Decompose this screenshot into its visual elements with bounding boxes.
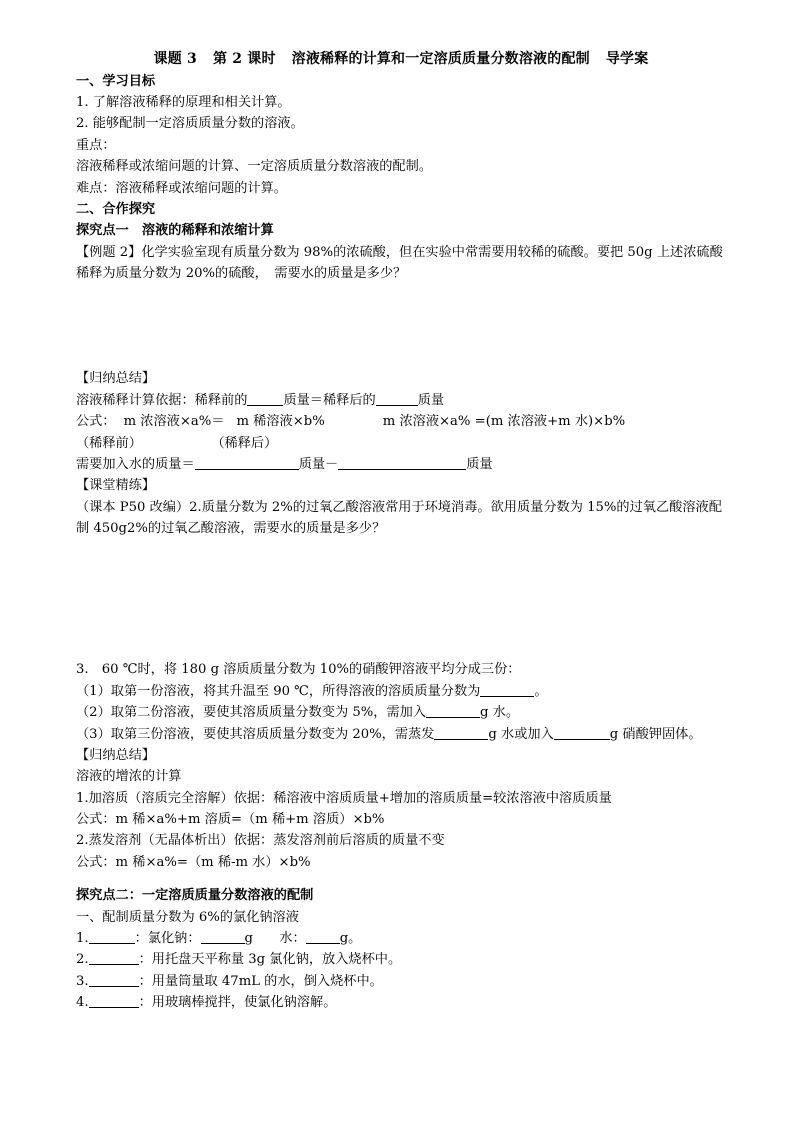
prep-step-3 (76, 971, 726, 992)
formula-left: m 浓溶液×a%＝ (123, 414, 225, 430)
basis-text-c: 质量 (417, 392, 445, 408)
evaporation-formula: 公式：m 稀×a%=（m 稀-m 水）×b% (76, 854, 311, 870)
basis-text-a: 溶液稀释计算依据：稀释前的 (76, 392, 248, 408)
basis-text-b: 质量＝稀释后的 (283, 392, 376, 408)
concentration-title: 溶液的增浓的计算 (76, 769, 182, 785)
step-4-number: 4. (76, 995, 89, 1011)
blank-step-1-name[interactable] (89, 929, 135, 944)
formula-annotations (76, 433, 726, 454)
blank-basis-2[interactable] (376, 391, 418, 406)
answer-space-1 (76, 284, 726, 368)
practice-question-2: （课本 P50 改编）2.质量分数为 2%的过氧乙酸溶液常用于环境消毒。欲用质量分数为 15%的过氧乙酸溶液配制 450g2%的过氧乙酸溶液，需要水的质量是多少？ (76, 499, 722, 537)
blank-q3-3b[interactable] (554, 725, 610, 740)
question-3-part-3 (76, 724, 726, 745)
worksheet-page (76, 48, 726, 1013)
add-solute-basis: 1.加溶质（溶质完全溶解）依据：稀溶液中溶质质量+增加的溶质质量=较浓溶液中溶质质量 (76, 790, 612, 806)
step-2-number: 2. (76, 952, 89, 968)
step-3-number: 3. (76, 973, 89, 989)
answer-space-2 (76, 539, 726, 659)
q3-1-text-b: 。 (534, 683, 548, 699)
q3-3-text-a: （3）取第三份溶液，要使其溶质质量分数变为 20%，需蒸发 (76, 726, 435, 742)
summary-heading-2: 【归纳总结】 (76, 747, 156, 763)
explore-point-1: 探究点一 溶液的稀释和浓缩计算 (76, 223, 274, 239)
q3-1-text-a: （1）取第一份溶液，将其升温至 90 ℃，所得溶液的溶质质量分数为 (76, 683, 481, 699)
step-1-number: 1. (76, 930, 89, 946)
prep-step-4 (76, 992, 726, 1013)
prep-subheading: 一、配制质量分数为 6%的氯化钠溶液 (76, 909, 299, 925)
section-heading-explore: 二、合作探究 (76, 201, 156, 217)
title-type: 导学案 (605, 51, 649, 67)
before-label: （稀释前） (76, 435, 142, 451)
question-3: 3. 60 ℃时，将 180 g 溶质质量分数为 10%的硝酸钾溶液平均分成三份： (76, 662, 521, 678)
practice-heading: 【课堂精练】 (76, 478, 156, 494)
step-1-text-b: g 水： (244, 930, 306, 946)
blank-q3-2[interactable] (426, 703, 480, 718)
title-topic: 溶液稀释的计算和一定溶质质量分数溶液的配制 (291, 51, 590, 67)
blank-water-1[interactable] (195, 455, 299, 470)
section-heading-goals: 一、学习目标 (76, 73, 156, 89)
blank-step-1-salt[interactable] (201, 929, 245, 944)
dilution-formula (76, 411, 726, 432)
q3-3-text-c: g 硝酸钾固体。 (609, 726, 702, 742)
add-solute-formula: 公式：m 稀×a%+m 溶质=（m 稀+m 溶质）×b% (76, 812, 385, 828)
title-lesson: 课题 3 (153, 51, 197, 67)
blank-step-2-name[interactable] (89, 950, 139, 965)
formula-mid: m 稀溶液×b% (236, 414, 325, 430)
page-title (76, 48, 726, 71)
dilution-basis (76, 390, 726, 411)
blank-basis-1[interactable] (247, 391, 283, 406)
example-2: 【例题 2】化学实验室现有质量分数为 98%的浓硫酸，但在实验中常需要用较稀的硫酸。要把 50g 上述浓硫酸稀释为质量分数为 20%的硫酸， 需要水的质量是多少？ (76, 244, 723, 282)
blank-step-1-water[interactable] (306, 929, 340, 944)
water-text-c: 质量 (466, 456, 493, 472)
q3-2-text-a: （2）取第二份溶液，要使其溶质质量分数变为 5%，需加入 (76, 705, 427, 721)
step-1-text-a: ：氯化钠： (134, 930, 201, 946)
blank-q3-3a[interactable] (434, 725, 488, 740)
section-spacer (76, 873, 726, 885)
question-3-part-1 (76, 681, 726, 702)
prep-step-1 (76, 928, 726, 949)
q3-3-text-b: g 水或加入 (488, 726, 554, 742)
blank-step-4-name[interactable] (89, 993, 139, 1008)
blank-step-3-name[interactable] (89, 972, 139, 987)
step-4-text: ：用玻璃棒搅拌，使氯化钠溶解。 (138, 995, 337, 1011)
water-text-a: 需要加入水的质量＝ (76, 456, 195, 472)
formula-right: m 浓溶液×a% =(m 浓溶液+m 水)×b% (382, 414, 626, 430)
blank-q3-1[interactable] (480, 682, 534, 697)
step-1-text-c: g。 (339, 930, 362, 946)
water-text-b: 质量－ (298, 456, 339, 472)
key-point-text: 溶液稀释或浓缩问题的计算、一定溶质质量分数溶液的配制。 (76, 159, 433, 175)
evaporation-basis: 2.蒸发溶剂（无晶体析出）依据：蒸发溶剂前后溶质的质量不变 (76, 833, 445, 849)
goal-1: 1. 了解溶液稀释的原理和相关计算。 (76, 95, 291, 111)
explore-point-2: 探究点二：一定溶质质量分数溶液的配制 (76, 888, 314, 904)
after-label: （稀释后） (217, 435, 278, 451)
step-2-text: ：用托盘天平称量 3g 氯化钠，放入烧杯中。 (138, 952, 402, 968)
formula-label: 公式： (76, 414, 116, 430)
water-mass-formula (76, 454, 726, 475)
step-3-text: ：用量筒量取 47mL 的水，倒入烧杯中。 (138, 973, 383, 989)
title-period: 第 2 课时 (212, 51, 276, 67)
key-point-label: 重点： (76, 137, 116, 153)
goal-2: 2. 能够配制一定溶质质量分数的溶液。 (76, 116, 304, 132)
q3-2-text-b: g 水。 (480, 705, 520, 721)
summary-heading-1: 【归纳总结】 (76, 371, 156, 387)
difficulty-text: 难点：溶液稀释或浓缩问题的计算。 (76, 180, 287, 196)
blank-water-2[interactable] (338, 455, 466, 470)
question-3-part-2 (76, 702, 726, 723)
prep-step-2 (76, 949, 726, 970)
